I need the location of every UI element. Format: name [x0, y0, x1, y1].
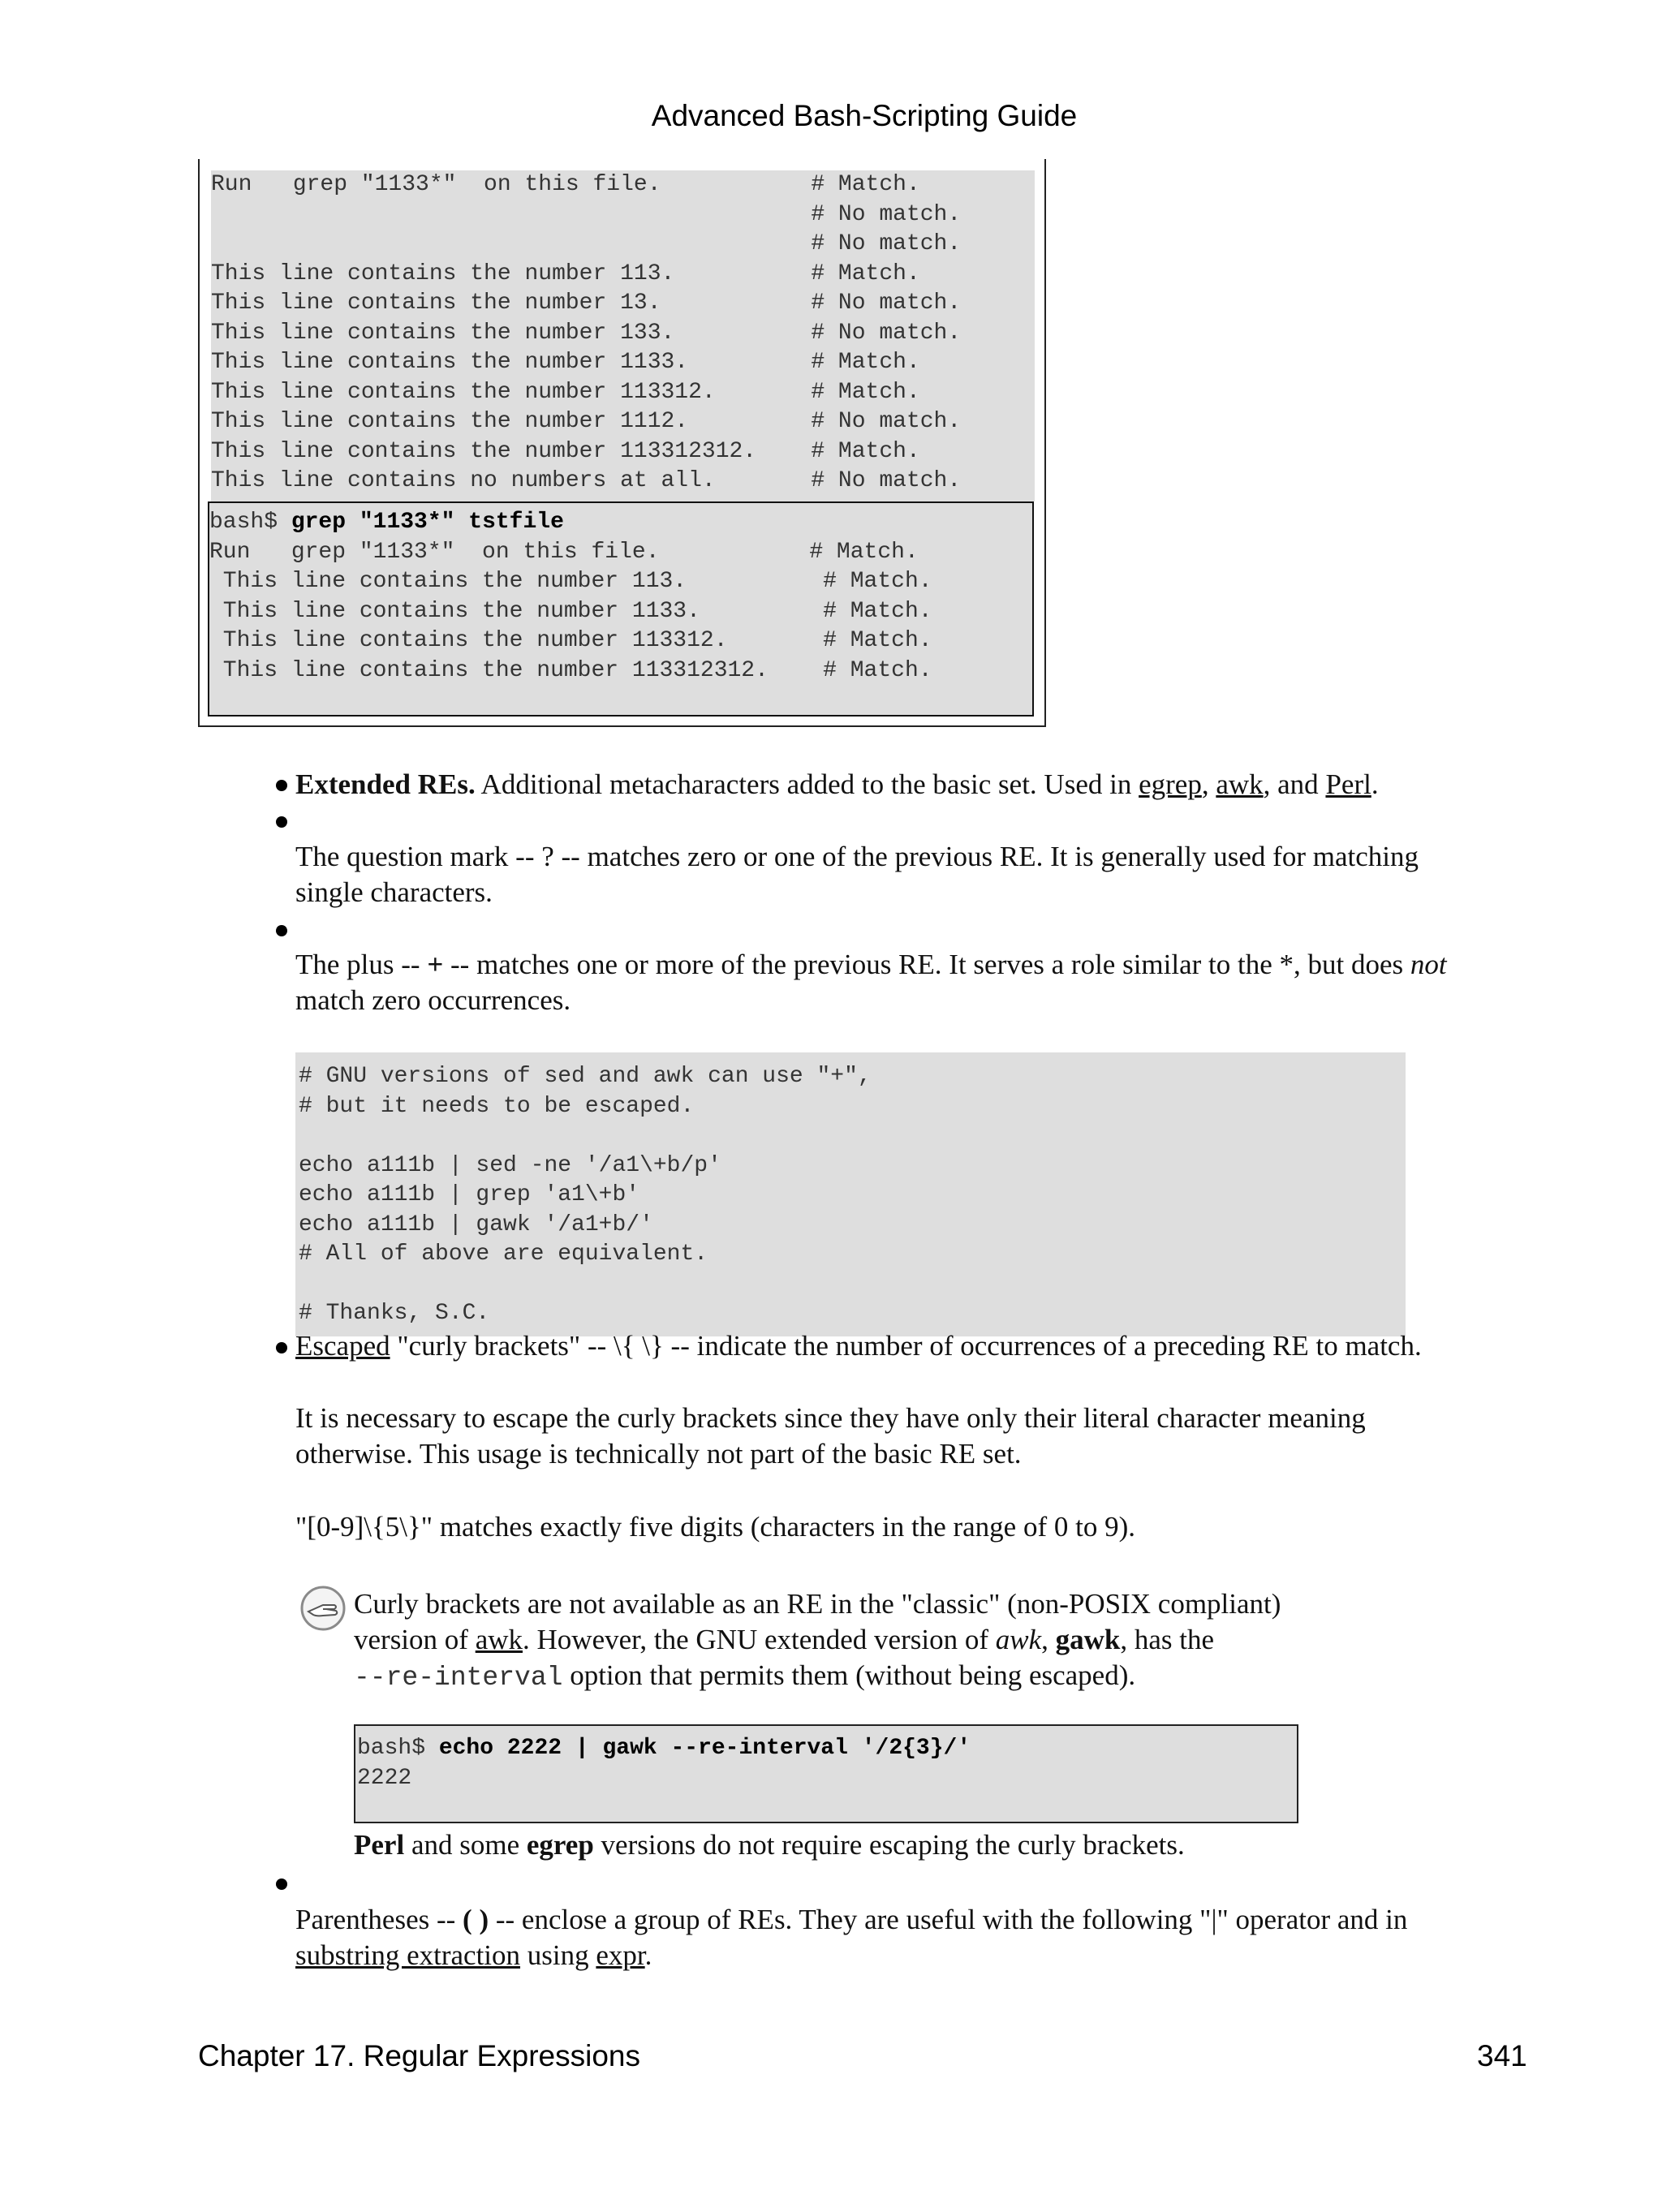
link-egrep[interactable]: egrep — [1139, 768, 1202, 800]
parentheses-text: -- enclose a group of REs. They are useful with the following "|" operator and in — [489, 1904, 1408, 1935]
bullet-icon — [276, 1342, 287, 1353]
code-line — [295, 1270, 1406, 1300]
file-line: This line contains the number 113312312. # Match. — [211, 438, 920, 464]
terminal-prompt: bash$ — [209, 510, 291, 535]
file-line: Run grep "1133*" on this file. # Match. — [211, 172, 920, 197]
code-line: echo a111b | gawk '/a1+b/' — [299, 1211, 653, 1237]
extended-res-paragraph — [295, 767, 1513, 803]
plus-text: -- matches one or more of the previous RE. It serves a role similar to the *, but does — [443, 949, 1410, 980]
curly-brackets-paragraph — [295, 1328, 1594, 1364]
separator: , and — [1263, 768, 1326, 800]
terminal-output-line: 2222 — [357, 1765, 412, 1791]
punctuation: . — [644, 1939, 652, 1971]
perl-note-text: versions do not require escaping the curly brackets. — [593, 1829, 1185, 1861]
plus-not-emphasis: not — [1410, 949, 1447, 980]
file-line: # No match. — [211, 231, 962, 256]
file-line: This line contains no numbers at all. # No match. — [211, 468, 962, 493]
link-awk[interactable]: awk — [475, 1624, 523, 1655]
terminal-output-line: Run grep "1133*" on this file. # Match. — [209, 539, 919, 565]
note-line — [354, 1622, 1522, 1658]
curly-escape-line: It is necessary to escape the curly brackets since they have only their literal character meaning — [295, 1402, 1366, 1434]
plus-sign: + — [427, 949, 444, 980]
file-line: This line contains the number 1112. # No match. — [211, 409, 962, 434]
file-line: This line contains the number 113312. # Match. — [211, 379, 920, 405]
link-awk[interactable]: awk — [1216, 768, 1264, 800]
link-expr[interactable]: expr — [596, 1939, 645, 1971]
plus-line: match zero occurrences. — [295, 984, 571, 1016]
curly-escape-line: otherwise. This usage is technically not part of the basic RE set. — [295, 1438, 1022, 1470]
five-digits-paragraph: "[0-9]\{5\}" matches exactly five digits (characters in the range of 0 to 9). — [295, 1511, 1135, 1543]
parentheses-symbol: ( ) — [463, 1904, 489, 1935]
code-line: echo a111b | sed -ne '/a1\+b/p' — [299, 1152, 721, 1178]
note-text: , has the — [1120, 1624, 1215, 1655]
bullet-icon — [276, 780, 287, 791]
terminal-command-line — [355, 1734, 1297, 1764]
perl-note-text: and some — [404, 1829, 527, 1861]
footer-page-number: 341 — [1477, 2039, 1527, 2072]
punctuation: , — [1041, 1624, 1056, 1655]
plus-paragraph — [295, 947, 1610, 1018]
file-line: # No match. — [211, 201, 962, 227]
bullet-icon — [276, 925, 287, 936]
terminal-output — [208, 501, 1034, 717]
gawk-terminal — [354, 1724, 1298, 1823]
terminal-output-line: This line contains the number 113312. # Match. — [209, 628, 932, 653]
parentheses-line — [295, 1938, 1610, 1973]
footer-chapter: Chapter 17. Regular Expressions — [198, 2039, 641, 2072]
bullet-icon — [276, 1878, 287, 1890]
code-line: # All of above are equivalent. — [299, 1242, 708, 1267]
note-line — [354, 1658, 1522, 1696]
terminal-output-line: This line contains the number 113. # Match. — [209, 569, 932, 594]
curly-escape-paragraph — [295, 1401, 1594, 1472]
perl-bold: Perl — [354, 1829, 405, 1861]
note-paragraph — [354, 1586, 1522, 1696]
terminal-command-line — [209, 508, 1032, 538]
extended-res-heading: Extended REs. — [295, 768, 476, 800]
code-line: # but it needs to be escaped. — [299, 1093, 695, 1119]
parentheses-line — [295, 1902, 1610, 1938]
terminal-prompt: bash$ — [357, 1736, 439, 1761]
file-line: This line contains the number 133. # No match. — [211, 320, 962, 346]
terminal-output-line: This line contains the number 1133. # Match. — [209, 598, 932, 624]
note-icon — [299, 1584, 347, 1633]
perl-note-paragraph — [354, 1827, 1522, 1863]
note-text: . However, the GNU extended version of — [523, 1624, 996, 1655]
question-mark-line: The question mark -- ? -- matches zero or one of the previous RE. It is generally used for matching — [295, 841, 1419, 872]
terminal-command: echo 2222 | gawk --re-interval '/2{3}/' — [438, 1736, 971, 1761]
curly-brackets-text: "curly brackets" -- \{ \} -- indicate the number of occurrences of a preceding RE to match. — [390, 1330, 1422, 1362]
page-header: Advanced Bash-Scripting Guide — [651, 99, 1078, 132]
bullet-icon — [276, 816, 287, 828]
file-listing — [211, 170, 1035, 501]
note-gawk-bold: gawk — [1055, 1624, 1121, 1655]
code-line: # GNU versions of sed and awk can use "+", — [299, 1064, 872, 1089]
plus-text: The plus -- — [295, 949, 428, 980]
parentheses-paragraph — [295, 1902, 1610, 1973]
question-mark-line: single characters. — [295, 876, 493, 908]
parentheses-text: Parentheses -- — [295, 1904, 463, 1935]
parentheses-text: using — [520, 1939, 596, 1971]
re-interval-option: --re-interval — [354, 1663, 563, 1693]
note-awk-italic: awk — [995, 1624, 1042, 1655]
extended-res-text: Additional metacharacters added to the basic set. Used in — [475, 768, 1139, 800]
gnu-code-block — [295, 1052, 1406, 1336]
note-line: Curly brackets are not available as an RE in the "classic" (non-POSIX compliant) — [354, 1588, 1281, 1620]
code-line — [295, 1121, 1406, 1151]
note-text: version of — [354, 1624, 476, 1655]
link-substring-extraction[interactable]: substring extraction — [295, 1939, 521, 1971]
question-mark-paragraph — [295, 839, 1561, 910]
link-escaped[interactable]: Escaped — [295, 1330, 390, 1362]
file-line: This line contains the number 113. # Match. — [211, 260, 920, 286]
note-text: option that permits them (without being escaped). — [562, 1659, 1136, 1691]
file-line: This line contains the number 13. # No match. — [211, 290, 962, 316]
egrep-bold: egrep — [526, 1829, 594, 1861]
terminal-output-line: This line contains the number 113312312. # Match. — [209, 657, 932, 683]
separator: , — [1201, 768, 1216, 800]
terminal-command: grep "1133*" tstfile — [291, 510, 564, 535]
plus-line — [295, 947, 1610, 983]
link-perl[interactable]: Perl — [1325, 768, 1371, 800]
punctuation: . — [1371, 768, 1379, 800]
code-line: echo a111b | grep 'a1\+b' — [299, 1182, 640, 1207]
code-line: # Thanks, S.C. — [299, 1301, 490, 1326]
file-line: This line contains the number 1133. # Match. — [211, 350, 920, 375]
